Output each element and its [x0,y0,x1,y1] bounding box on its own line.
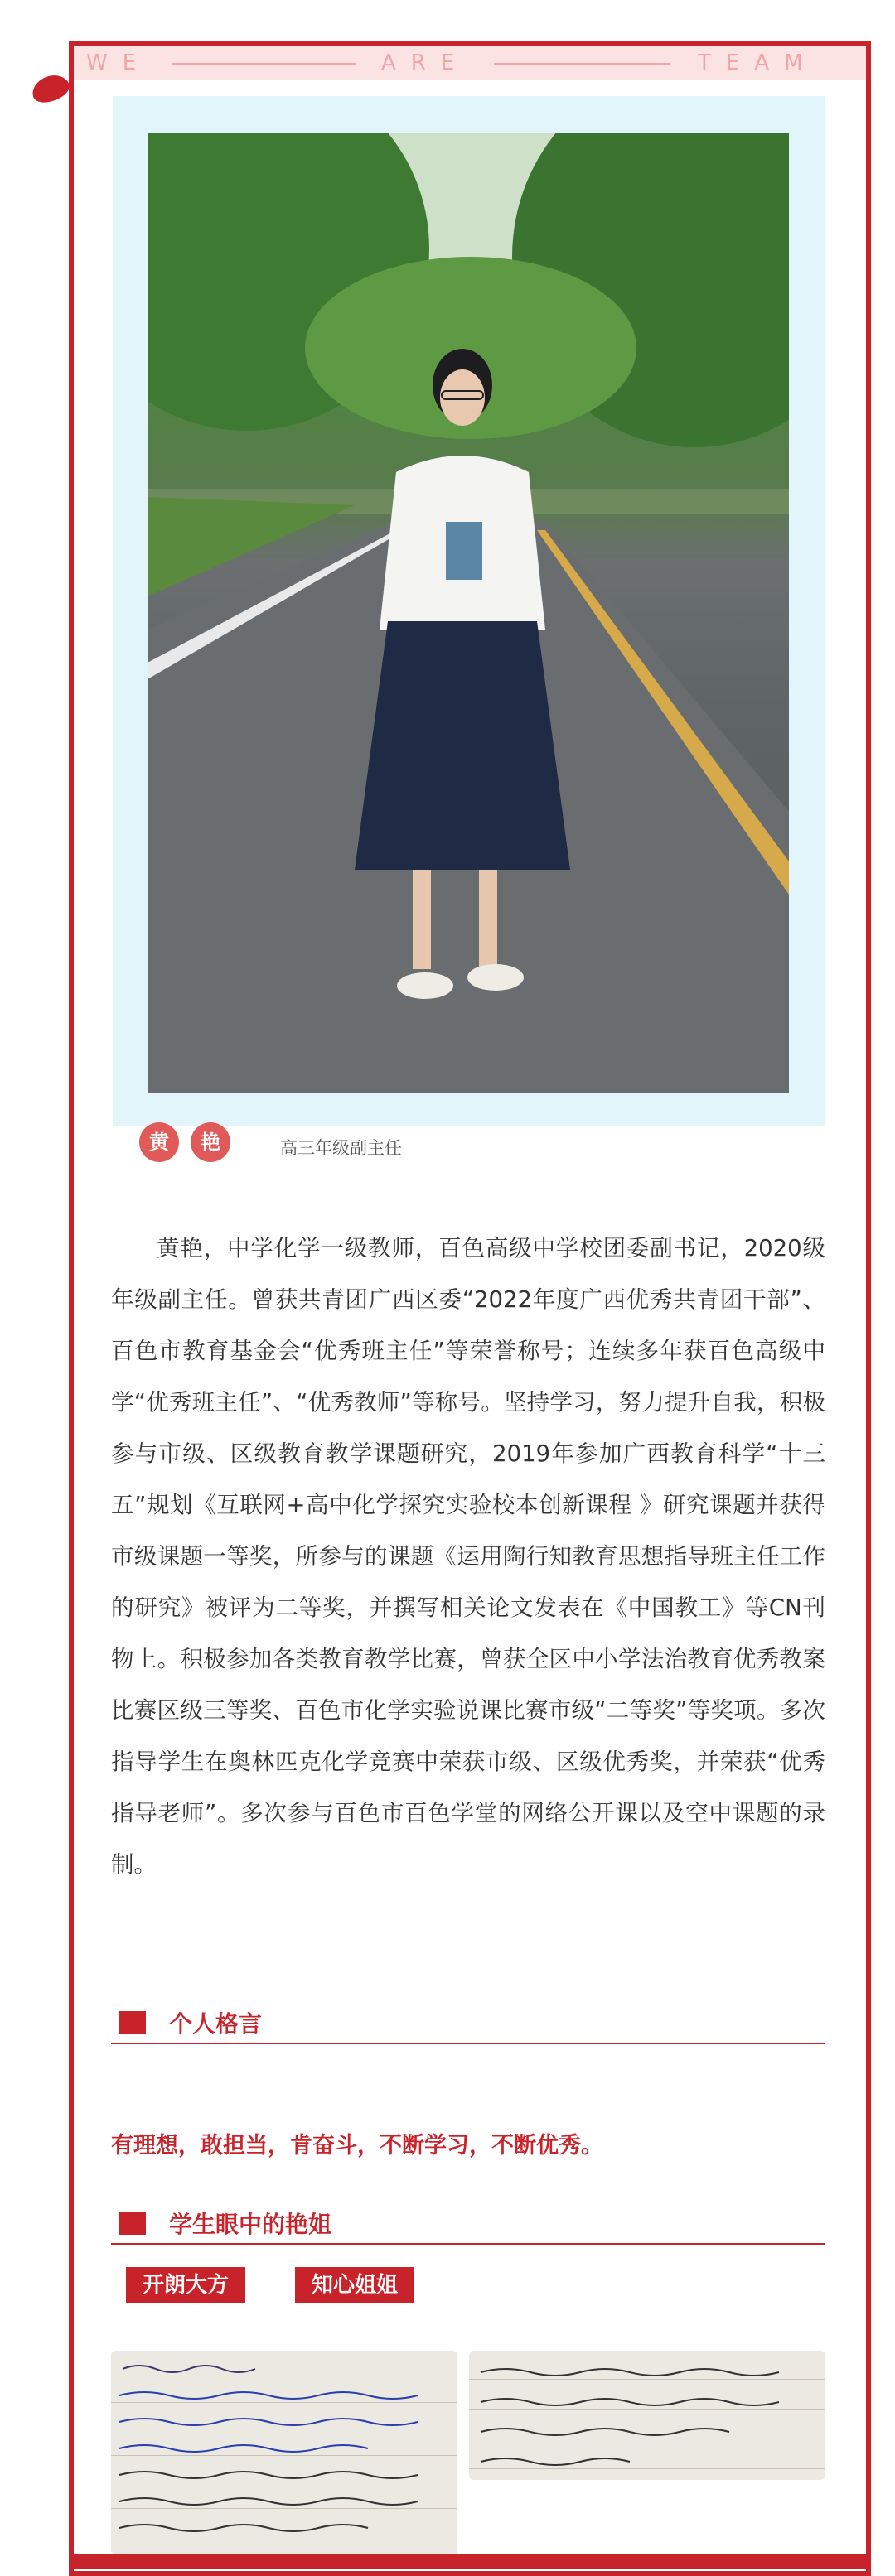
header-word-we: WE [86,51,152,75]
tag-cheerful: 开朗大方 [126,2267,245,2303]
teacher-role: 高三年级副主任 [280,1138,402,1158]
motto-text: 有理想，敢担当，肯奋斗，不断学习，不断优秀。 [111,2133,603,2159]
ribbon-decoration [28,70,72,107]
teacher-bio: 黄艳，中学化学一级教师，百色高级中学校团委副书记，2020级年级副主任。曾获共青团广西区委“2022年度广西优秀共青团干部”、百色市教育基金会“优秀班主任”等荣誉称号；连续多年获百色高级中学“优秀班主任”、“优秀教师”等称号。坚持学习，努力提升自我，积极参与市级、区级教育教学课题研究，2019年参加广西教育科学“十三五”规划《互联网+高中化学探究实验校本创新课程 》研究课题并获得市级课题一等奖，所参与的课题《运用陶行知教育思想指导班主任工作的研究》被评为二等奖，并撰写相关论文发表在《中国教工》等CN刊物上。积极参加各类教育教学比赛，曾获全区中小学法治教育优秀教案比赛区级三等奖、百色市化学实验说课比赛市级“二等奖”等奖项。多次指导学生在奥林匹克化学竞赛中荣获市级、区级优秀奖，并荣获“优秀指导老师”。多次参与百色市百色学堂的网络公开课以及空中课题的录制。 [111,1235,825,1878]
header-divider-right [494,63,670,65]
bottom-bar [69,2554,871,2569]
header-divider-left [172,63,356,65]
handwriting-scribble [469,2351,825,2480]
student-note-1 [111,2351,457,2554]
motto-section-title: 个人格言 [169,2010,263,2038]
tag-caring: 知心姐姐 [295,2267,414,2303]
header-word-are: ARE [381,51,470,75]
header-word-team: TEAM [698,51,818,75]
student-note-2 [469,2351,825,2480]
name-char-2: 艳 [191,1122,230,1162]
handwriting-scribble [111,2351,457,2554]
students-section-title: 学生眼中的艳姐 [169,2211,332,2238]
square-bullet-icon [119,2212,146,2235]
name-char-1: 黄 [139,1122,179,1162]
students-section-header [111,2203,825,2245]
teacher-photo [148,133,789,1093]
motto-section-header [111,2003,825,2044]
square-bullet-icon [119,2011,146,2034]
teacher-photo-illustration [148,133,789,1093]
